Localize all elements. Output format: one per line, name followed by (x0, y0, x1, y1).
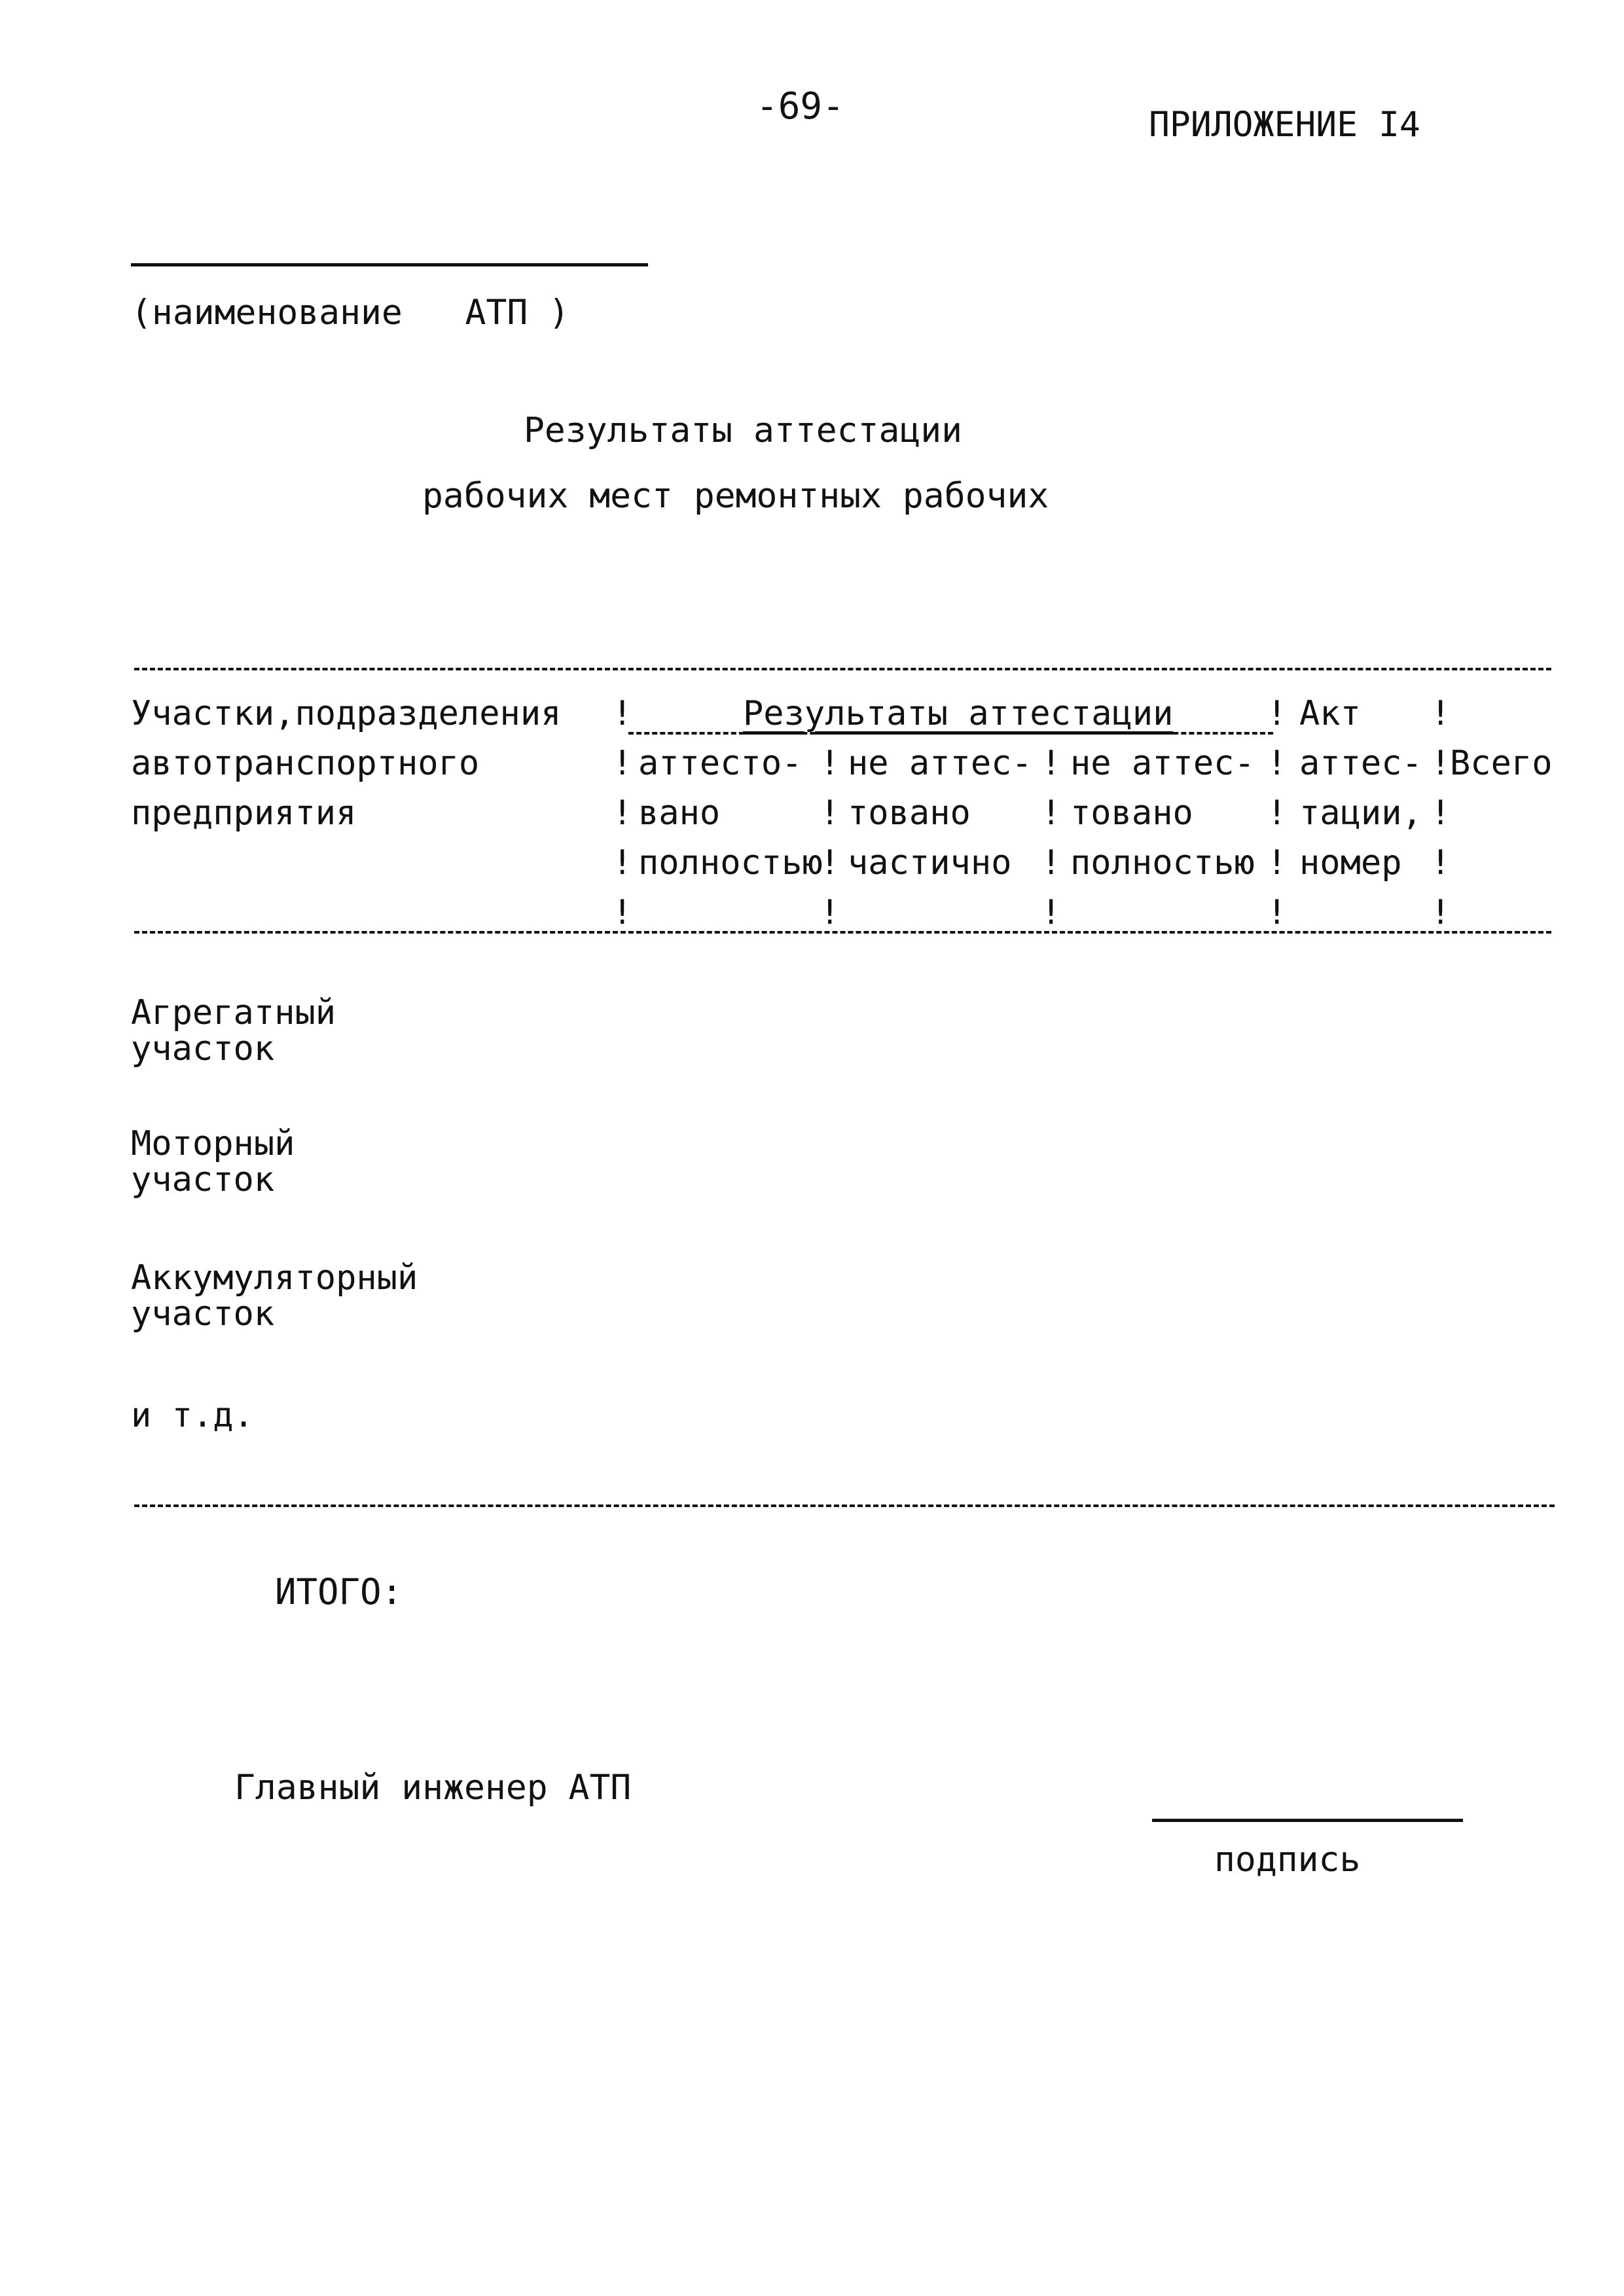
header-not-certified-full: не аттес- товано полностью (1070, 744, 1255, 883)
row-label-etc: и т.д. (131, 1396, 254, 1435)
column-separator: ! ! ! ! (1041, 744, 1062, 932)
organization-caption: (наименование АТП ) (131, 293, 570, 333)
header-results-group: Результаты аттестации (743, 694, 1174, 733)
table-bottom-rule (134, 1504, 1555, 1507)
header-sections-column: Участки,подразделения автотранспортного предприятия (131, 694, 562, 833)
row-label-aggregate: Агрегатный участок (131, 993, 336, 1068)
page-number: -69- (756, 85, 844, 128)
row-label-motor: Моторный участок (131, 1124, 295, 1199)
document-title-line-1: Результаты аттестации (524, 410, 963, 450)
column-separator: ! ! ! ! (820, 744, 840, 932)
organization-name-line (131, 263, 648, 266)
header-certified-full: аттесто- вано полностью (638, 744, 823, 883)
total-label: ИТОГО: (275, 1571, 403, 1613)
signature-caption: подпись (1214, 1840, 1361, 1880)
appendix-label: ПРИЛОЖЕНИЕ I4 (1149, 105, 1420, 145)
row-label-battery: Аккумуляторный участок (131, 1258, 418, 1334)
column-separator: ! ! ! ! ! (1267, 694, 1288, 932)
results-group-underline (628, 732, 1273, 735)
table-top-rule (134, 668, 1551, 670)
document-title-line-2: рабочих мест ремонтных рабочих (422, 476, 1049, 516)
column-separator: ! ! ! ! ! (612, 694, 633, 932)
header-total: Всего (1450, 744, 1553, 783)
table-header-rule (134, 931, 1551, 934)
signatory-title: Главный инженер АТП (234, 1768, 632, 1808)
column-separator: ! ! ! ! ! (1430, 694, 1451, 932)
header-certification-act: Акт аттес- тации, номер (1299, 694, 1422, 883)
signature-line (1152, 1819, 1463, 1822)
header-not-certified-partial: не аттес- товано частично (848, 744, 1032, 883)
